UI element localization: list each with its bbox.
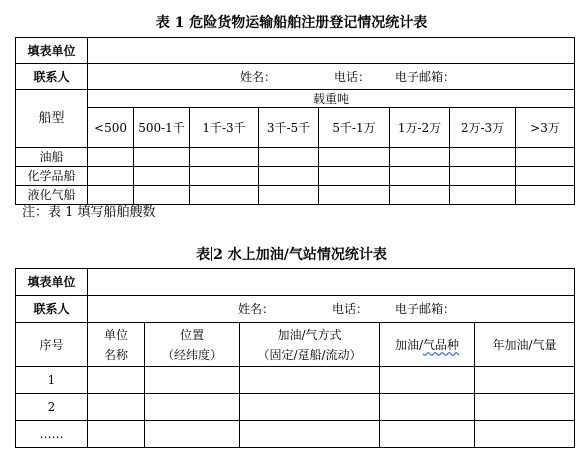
table2-name-label: 姓名：: [238, 302, 275, 316]
table-cell[interactable]: [88, 167, 134, 186]
table2-email-label: 电子邮箱：: [395, 302, 456, 316]
table-cell[interactable]: [240, 421, 380, 448]
table1-title: 表 1 危险货物运输船舶注册登记情况统计表: [155, 15, 428, 31]
table1-ship-type-label: 船型: [16, 90, 88, 148]
table-cell[interactable]: [145, 421, 240, 448]
table-cell[interactable]: [319, 148, 390, 167]
table-cell[interactable]: [319, 186, 390, 205]
table1-name-label: 姓名：: [239, 69, 276, 84]
table-cell[interactable]: [240, 394, 380, 421]
table-row: [16, 421, 575, 448]
spellcheck-squiggle-text: 气品种: [423, 337, 460, 352]
table-cell[interactable]: [516, 148, 575, 167]
table-cell[interactable]: [190, 148, 259, 167]
table2-title-text: 2 水上加油/气站情况统计表: [213, 247, 387, 263]
table1-tonnage-label: 载重吨: [88, 90, 575, 108]
col-method-line2: （固定/趸船/流动）: [257, 347, 362, 362]
table1-email-label: 电子邮箱：: [394, 69, 455, 84]
col-location-header: [145, 323, 240, 367]
col-fuel-header: [380, 323, 475, 367]
table-cell[interactable]: [475, 367, 575, 394]
table-cell[interactable]: [380, 394, 475, 421]
table-cell[interactable]: [134, 148, 190, 167]
table1-fill-unit-cell[interactable]: [88, 38, 575, 64]
table-cell[interactable]: [450, 148, 516, 167]
table2-phone-label: 电话：: [332, 302, 369, 316]
table-cell[interactable]: [88, 367, 145, 394]
table1-fill-unit-label: 填表单位: [16, 38, 88, 64]
table2-title-prefix: 表: [196, 247, 211, 263]
ship-row-label: 化学品船: [16, 167, 88, 186]
table2: [15, 268, 575, 448]
col-method-line1: 加油/气方式: [277, 327, 342, 342]
tonnage-column-header: 1万-2万: [390, 108, 450, 148]
table-row: [16, 367, 575, 394]
table-cell[interactable]: [475, 421, 575, 448]
ship-row-label: 液化气船: [16, 186, 88, 205]
table-cell[interactable]: [319, 167, 390, 186]
col-method-header: [240, 323, 380, 367]
table-cell[interactable]: [390, 148, 450, 167]
col-fuel-prefix: 加油/: [394, 337, 424, 352]
tonnage-column-header: <500: [88, 108, 134, 148]
col-location-line1: 位置: [179, 327, 204, 342]
row-serial: 2: [16, 394, 88, 421]
table-cell[interactable]: [390, 167, 450, 186]
table-cell[interactable]: [145, 394, 240, 421]
table1-phone-label: 电话：: [333, 69, 370, 84]
col-volume-header: 年加油/气量: [475, 323, 575, 367]
table-cell[interactable]: [88, 394, 145, 421]
table-cell[interactable]: [190, 167, 259, 186]
table-cell[interactable]: [240, 367, 380, 394]
table-cell[interactable]: [380, 367, 475, 394]
tonnage-column-header: 5千-1万: [319, 108, 390, 148]
text-cursor: [211, 247, 212, 261]
table-cell[interactable]: [134, 186, 190, 205]
tonnage-column-header: 2万-3万: [450, 108, 516, 148]
table-cell[interactable]: [390, 186, 450, 205]
table-cell[interactable]: [88, 148, 134, 167]
ship-row-label: 油船: [16, 148, 88, 167]
table-row: [16, 167, 575, 186]
table1: [15, 37, 575, 205]
table-cell[interactable]: [516, 167, 575, 186]
table2-contact-cell[interactable]: [88, 296, 575, 323]
col-unit-line2: 名称: [103, 347, 128, 362]
table-cell[interactable]: [516, 186, 575, 205]
table-cell[interactable]: [259, 148, 319, 167]
tonnage-column-header: 500-1千: [134, 108, 190, 148]
table-cell[interactable]: [190, 186, 259, 205]
table2-title: [0, 246, 583, 264]
table-cell[interactable]: [450, 186, 516, 205]
tonnage-column-header: 3千-5千: [259, 108, 319, 148]
col-serial-header: 序号: [16, 323, 88, 367]
tonnage-column-header: 1千-3千: [190, 108, 259, 148]
table-cell[interactable]: [259, 186, 319, 205]
table-cell[interactable]: [134, 167, 190, 186]
table2-fill-unit-cell[interactable]: [88, 269, 575, 296]
table-row: [16, 186, 575, 205]
table2-contact-label: 联系人: [16, 296, 88, 323]
table-row: [16, 394, 575, 421]
table-cell[interactable]: [145, 367, 240, 394]
table-cell[interactable]: [88, 421, 145, 448]
col-location-line2: （经纬度）: [161, 347, 222, 362]
col-unit-header: [88, 323, 145, 367]
table-cell[interactable]: [475, 394, 575, 421]
row-serial: ……: [16, 421, 88, 448]
table1-contact-cell[interactable]: [88, 64, 575, 90]
table-row: [16, 148, 575, 167]
tonnage-column-header: >3万: [516, 108, 575, 148]
table-cell[interactable]: [88, 186, 134, 205]
table-cell[interactable]: [259, 167, 319, 186]
col-unit-line1: 单位: [103, 327, 128, 342]
table1-contact-label: 联系人: [16, 64, 88, 90]
table2-fill-unit-label: 填表单位: [16, 269, 88, 296]
table-cell[interactable]: [380, 421, 475, 448]
table-cell[interactable]: [450, 167, 516, 186]
table1-note: 注：表 1 填写船舶艘数: [22, 205, 156, 220]
row-serial: 1: [16, 367, 88, 394]
